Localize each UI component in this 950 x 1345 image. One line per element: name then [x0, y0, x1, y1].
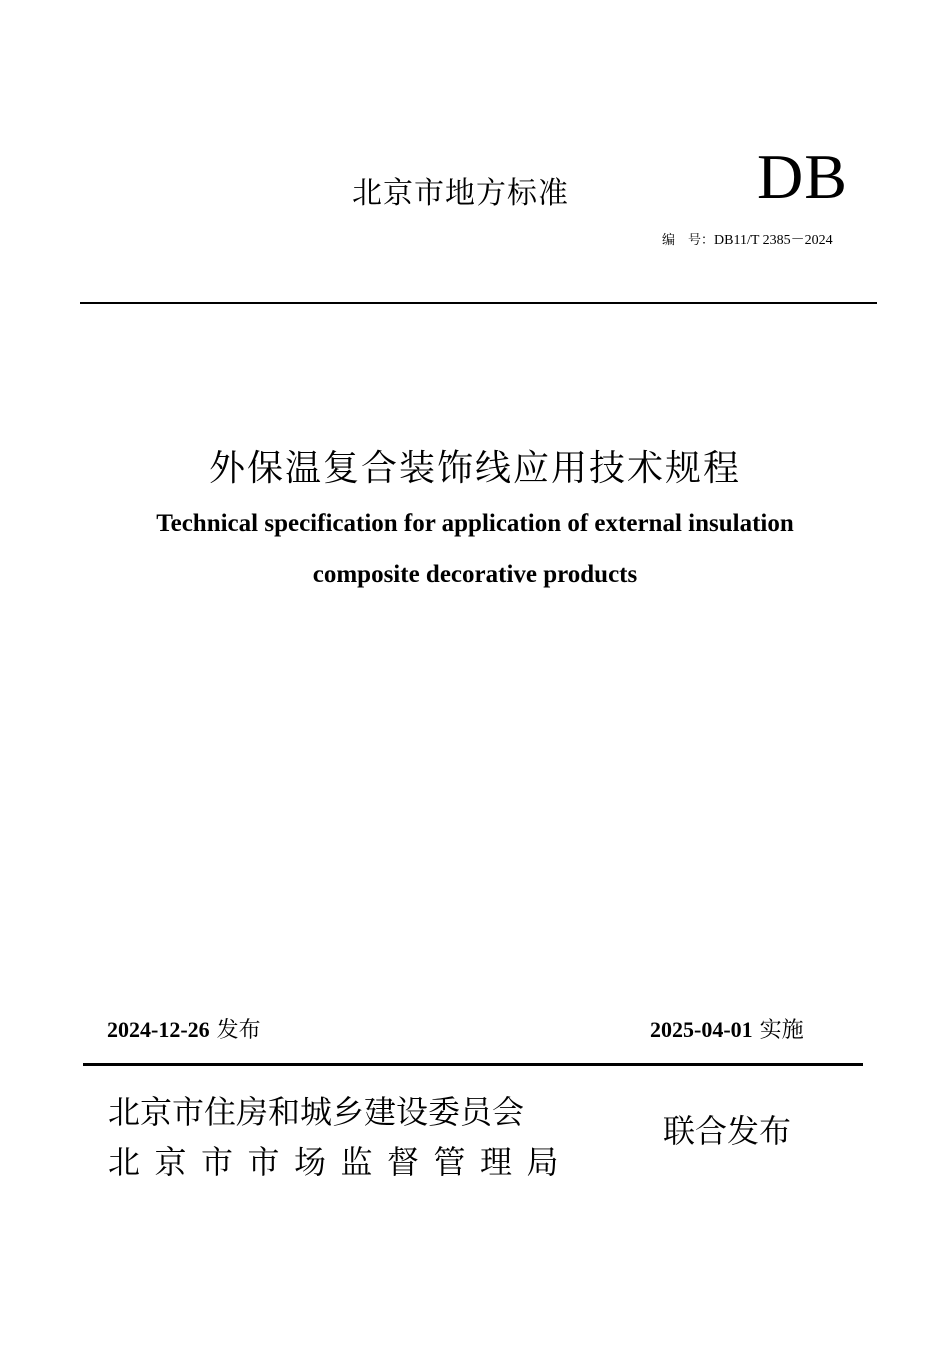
implement-label: 实施	[759, 1018, 804, 1043]
standard-type: 北京市地方标准	[352, 176, 569, 211]
title-english-line-1: Technical specification for application of external insulation	[156, 510, 794, 537]
issuer-org-2: 北京市市场监督管理局	[108, 1143, 574, 1181]
issuer-org-1: 北京市住房和城乡建设委员会	[108, 1093, 525, 1131]
implement-date: 2025-04-01	[650, 1017, 753, 1042]
joint-issue-label: 联合发布	[663, 1112, 792, 1150]
standard-number	[662, 229, 833, 249]
title-chinese: 外保温复合装饰线应用技术规程	[208, 448, 741, 489]
implement-date-block	[650, 1013, 804, 1044]
issue-date-block	[107, 1013, 261, 1044]
header-divider	[80, 302, 877, 304]
standard-number-label: 编 号：	[662, 233, 715, 248]
issue-date: 2024-12-26	[107, 1017, 210, 1042]
standard-number-value: DB11/T 2385－2024	[714, 233, 833, 248]
title-english-line-2: composite decorative products	[312, 561, 638, 588]
footer-divider	[83, 1063, 863, 1066]
db-logo: DB	[757, 141, 848, 212]
issue-label: 发布	[216, 1018, 261, 1043]
